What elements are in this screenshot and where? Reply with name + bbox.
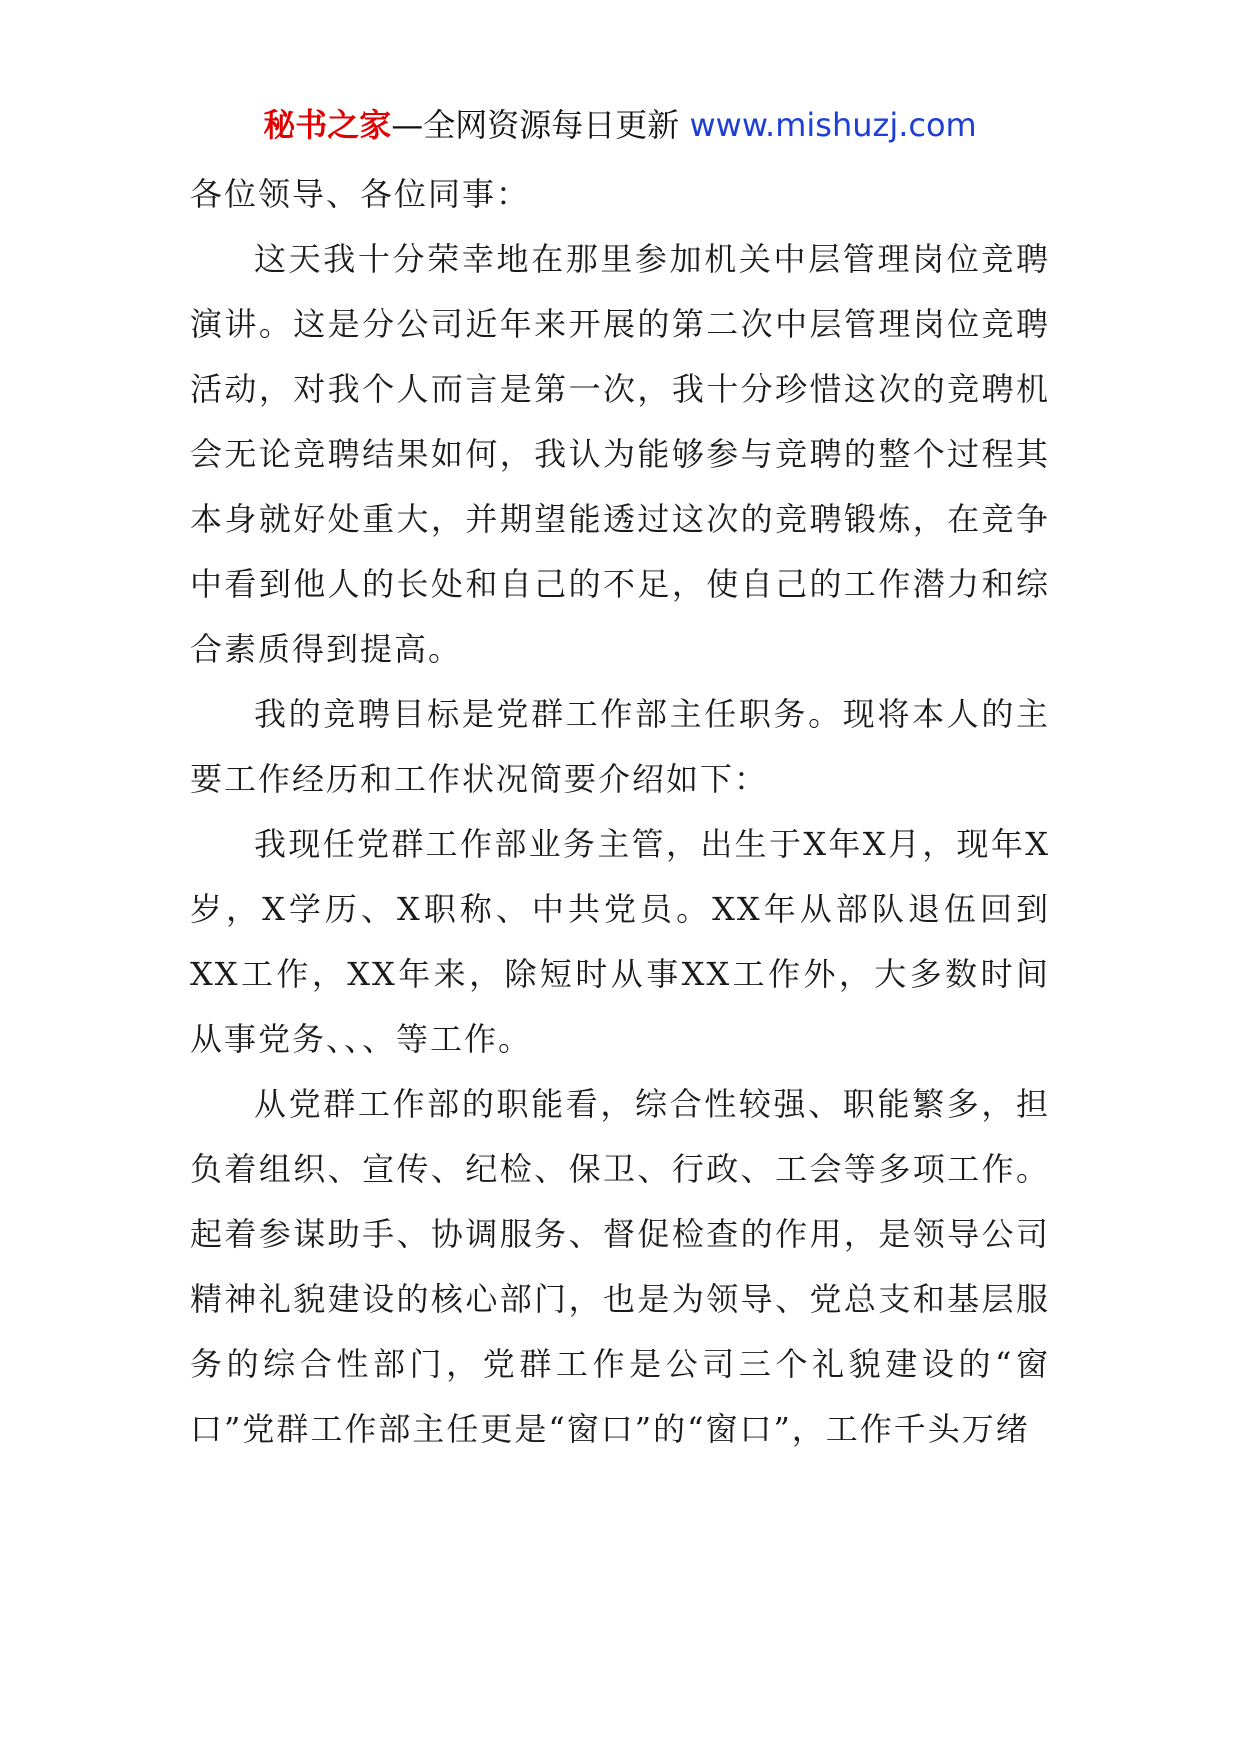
paragraph: 我现任党群工作部业务主管，出生于X年X月，现年X岁，X学历、X职称、中共党员。XX年从部队退伍回到XX工作，XX年来，除短时从事XX工作外，大多数时间从事党务、、、等工作。: [190, 825, 1050, 1058]
header-slogan: —全网资源每日更新: [391, 106, 680, 144]
document-body: [190, 162, 1050, 1462]
paragraph: 这天我十分荣幸地在那里参加机关中层管理岗位竞聘演讲。这是分公司近年来开展的第二次中层管理岗位竞聘活动，对我个人而言是第一次，我十分珍惜这次的竞聘机会无论竞聘结果如何，我认为能够参与竞聘的整个过程其本身就好处重大，并期望能透过这次的竞聘锻炼，在竞争中看到他人的长处和自己的不足，使自己的工作潜力和综合素质得到提高。: [190, 240, 1050, 668]
site-link[interactable]: www.mishuzj.com: [689, 106, 977, 144]
paragraph: 我的竞聘目标是党群工作部主任职务。现将本人的主要工作经历和工作状况简要介绍如下：: [190, 695, 1050, 798]
brand-name: 秘书之家: [263, 106, 392, 144]
page-header: [0, 98, 1240, 152]
salutation: 各位领导、各位同事：: [190, 175, 531, 213]
paragraph: 从党群工作部的职能看，综合性较强、职能繁多，担负着组织、宣传、纪检、保卫、行政、工会等多项工作。起着参谋助手、协调服务、督促检查的作用，是领导公司精神礼貌建设的核心部门，也是为领导、党总支和基层服务的综合性部门，党群工作是公司三个礼貌建设的“窗口”党群工作部主任更是“窗口”的“窗口”，工作千头万绪: [190, 1085, 1050, 1448]
